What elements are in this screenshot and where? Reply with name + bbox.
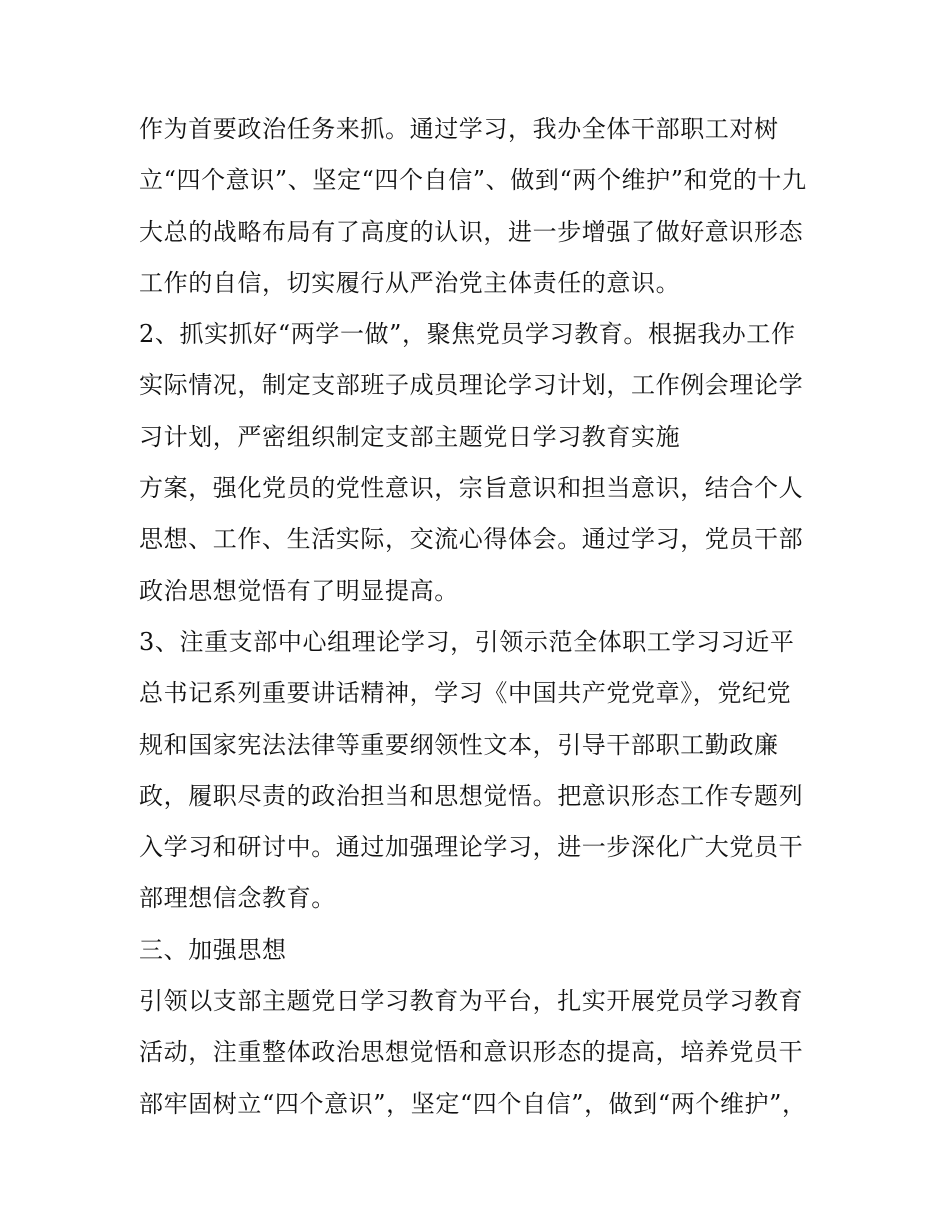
text-line: 政治思想觉悟有了明显提高。	[139, 576, 459, 605]
text-line: 入学习和研讨中。通过加强理论学习，进一步深化广大党员干	[139, 833, 804, 862]
text-line: 部牢固树立“四个意识”，坚定“四个自信”，做到“两个维护”，	[139, 1089, 807, 1118]
text-line: 总书记系列重要讲话精神，学习《中国共产党党章》，党纪党	[139, 679, 792, 708]
text-line: 习计划，严密组织制定支部主题党日学习教育实施	[139, 422, 681, 451]
text-line: 作为首要政治任务来抓。通过学习，我办全体干部职工对树	[139, 115, 779, 143]
text-line: 引领以支部主题党日学习教育为平台，扎实开展党员学习教育	[139, 987, 804, 1016]
text-line: 政，履职尽责的政治担当和思想觉悟。把意识形态工作专题列	[139, 781, 804, 810]
text-line: 思想、工作、生活实际，交流心得体会。通过学习，党员干部	[139, 525, 804, 554]
text-line: 工作的自信，切实履行从严治党主体责任的意识。	[139, 268, 681, 297]
text-line: 2、抓实抓好“两学一做”，聚焦党员学习教育。根据我办工作	[139, 320, 796, 349]
text-line: 3、注重支部中心组理论学习，引领示范全体职工学习习近平	[139, 627, 795, 656]
text-line: 部理想信念教育。	[139, 884, 336, 913]
text-line: 大总的战略布局有了高度的认识，进一步增强了做好意识形态	[139, 217, 804, 246]
document-body-text	[139, 104, 819, 1130]
text-line: 立“四个意识”、坚定“四个自信”、做到“两个维护”和党的十九	[139, 166, 807, 195]
text-line: 三、加强思想	[139, 935, 287, 964]
text-line: 活动，注重整体政治思想觉悟和意识形态的提高，培养党员干	[139, 1038, 804, 1067]
text-line: 规和国家宪法法律等重要纲领性文本，引导干部职工勤政廉	[139, 730, 779, 759]
text-line: 实际情况，制定支部班子成员理论学习计划，工作例会理论学	[139, 371, 804, 400]
text-line: 方案，强化党员的党性意识，宗旨意识和担当意识，结合个人	[139, 474, 804, 503]
